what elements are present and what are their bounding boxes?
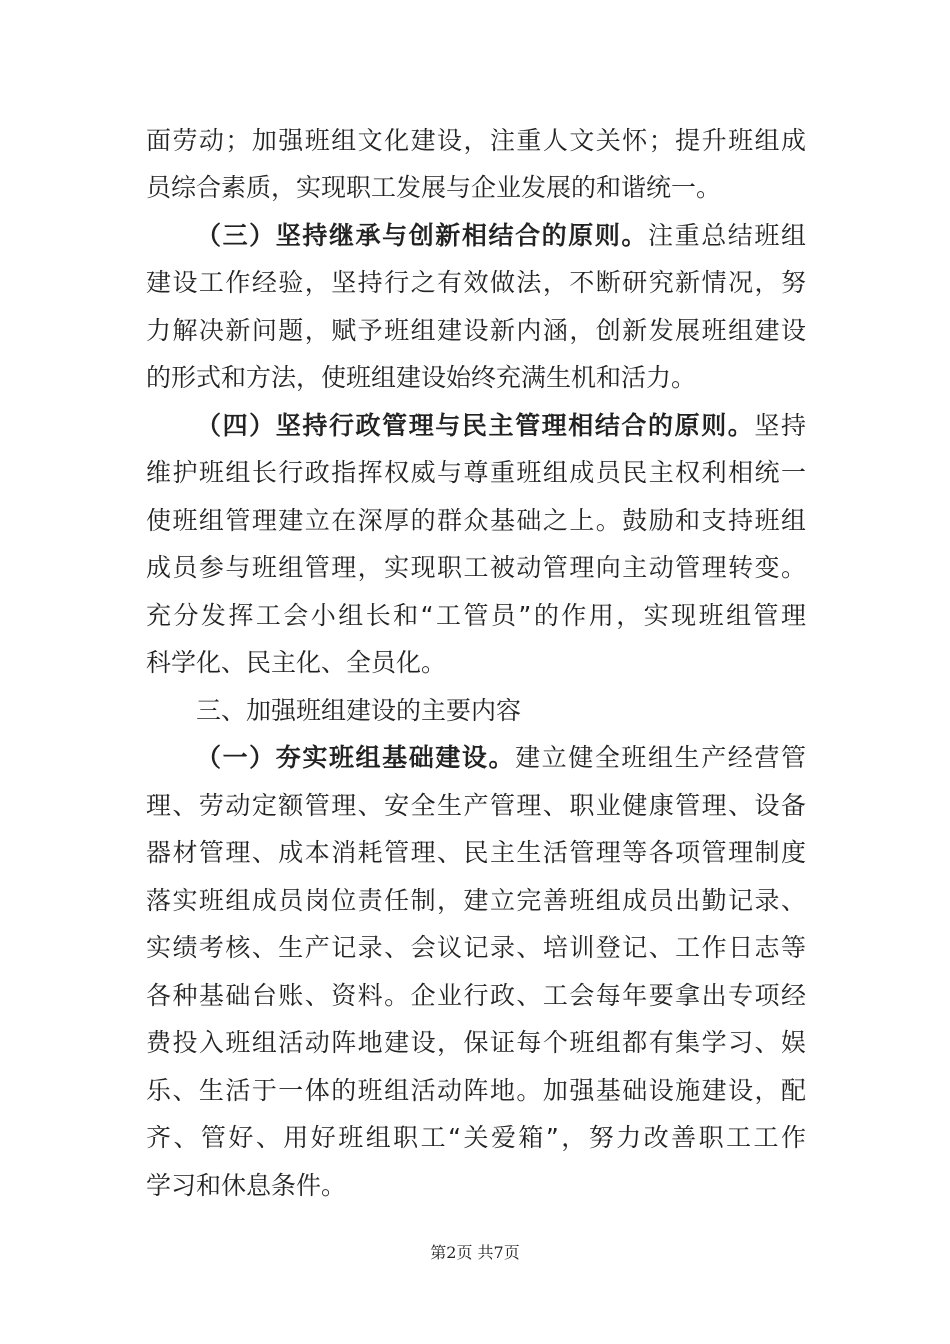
heading-line-principle-3 [196,219,806,253]
heading-line-item-1 [196,741,806,775]
body-line-18: 实绩考核、生产记录、会议记录、培训登记、工作日志等 [146,933,806,962]
item-1-heading: （一）夯实班组基础建设。 [196,743,516,772]
body-line-22: 齐、管好、用好班组职工“关爱箱”，努力改善职工工作 [146,1123,806,1152]
body-line-16: 器材管理、成本消耗管理、民主生活管理等各项管理制度 [146,838,806,867]
page-number-footer: 第2页 共7页 [430,1243,520,1262]
body-line-4: 建设工作经验，坚持行之有效做法，不断研究新情况，努 [146,268,806,297]
body-line-10: 成员参与班组管理，实现职工被动管理向主动管理转变。 [146,553,806,582]
body-line-1: 面劳动；加强班组文化建设，注重人文关怀；提升班组成 [146,126,806,155]
body-line-17: 落实班组成员岗位责任制，建立完善班组成员出勤记录、 [146,886,806,915]
body-line-11: 充分发挥工会小组长和“工管员”的作用，实现班组管理 [146,601,806,630]
body-line-5: 力解决新问题，赋予班组建设新内涵，创新发展班组建设 [146,316,806,345]
body-line-12: 科学化、民主化、全员化。 [146,648,447,677]
body-line-2: 员综合素质，实现职工发展与企业发展的和谐统一。 [146,173,722,202]
body-line-20: 费投入班组活动阵地建设，保证每个班组都有集学习、娱 [146,1028,806,1057]
item-1-text: 建立健全班组生产经营管 [515,743,806,772]
principle-3-text: 注重总结班组 [648,221,806,250]
body-line-8: 维护班组长行政指挥权威与尊重班组成员民主权利相统一 [146,458,806,487]
principle-3-heading: （三）坚持继承与创新相结合的原则。 [196,221,649,250]
heading-line-principle-4 [196,409,806,443]
body-line-19: 各种基础台账、资料。企业行政、工会每年要拿出专项经 [146,981,806,1010]
body-line-9: 使班组管理建立在深厚的群众基础之上。鼓励和支持班组 [146,506,806,535]
principle-4-text: 坚持 [754,411,806,440]
body-line-6: 的形式和方法，使班组建设始终充满生机和活力。 [146,363,697,392]
body-line-23: 学习和休息条件。 [146,1171,347,1200]
principle-4-heading: （四）坚持行政管理与民主管理相结合的原则。 [196,411,755,440]
section-heading: 三、加强班组建设的主要内容 [196,696,522,725]
body-line-21: 乐、生活于一体的班组活动阵地。加强基础设施建设，配 [146,1076,806,1105]
body-line-15: 理、劳动定额管理、安全生产管理、职业健康管理、设备 [146,791,806,820]
